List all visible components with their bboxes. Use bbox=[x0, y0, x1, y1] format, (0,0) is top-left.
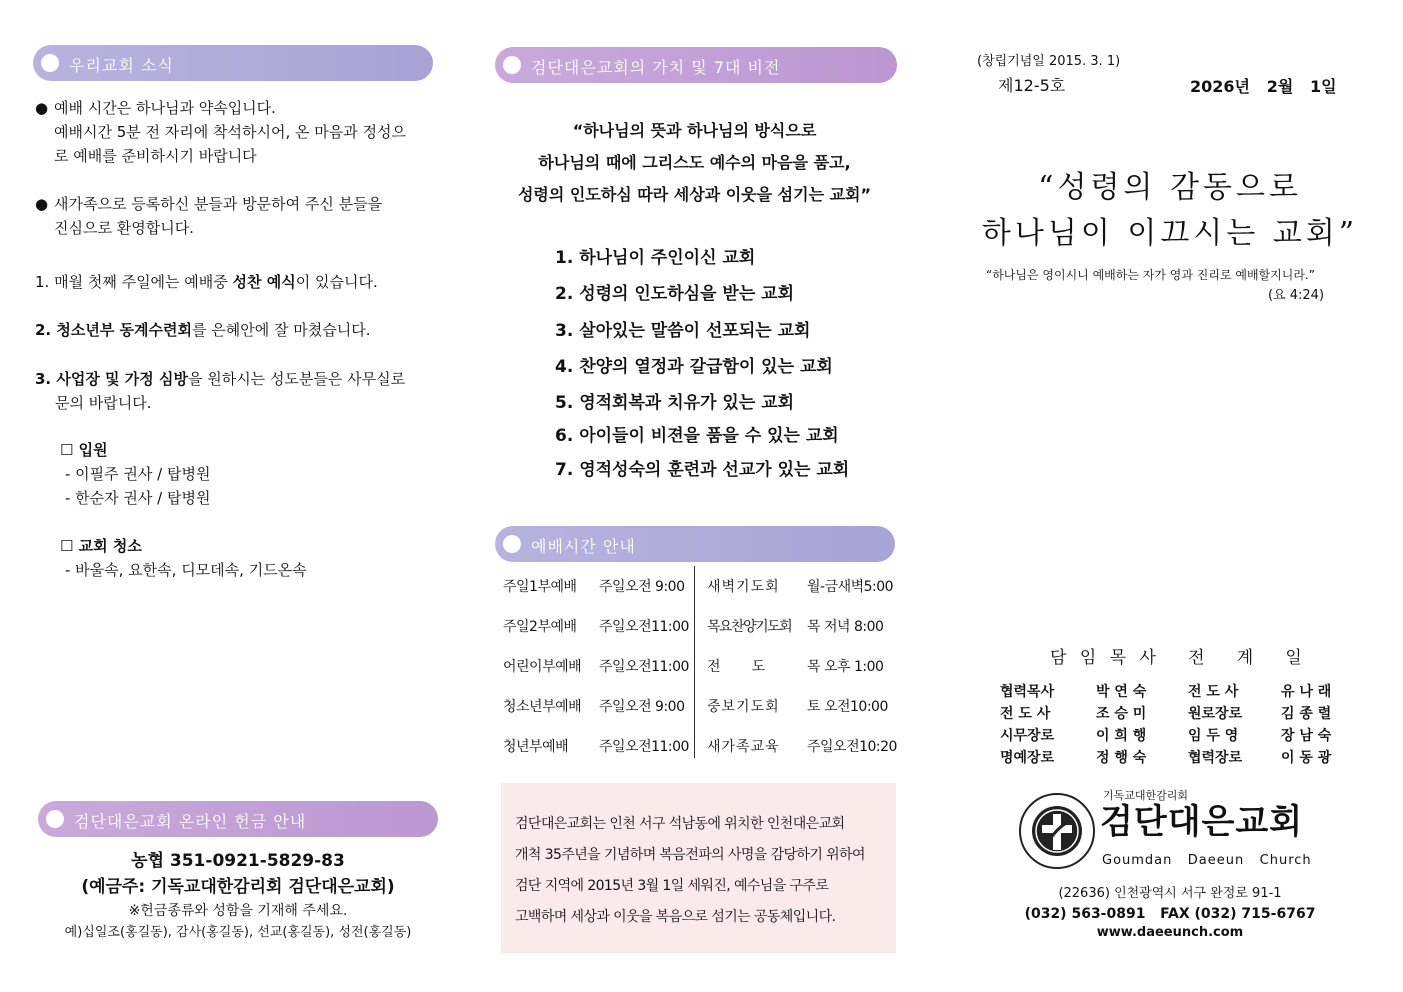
founding-date: (창립기념일 2015. 3. 1) bbox=[977, 54, 1121, 69]
issue-number: 제12-5호 bbox=[998, 76, 1066, 95]
vision-item: 1. 하나님이 주인이신 교회 bbox=[555, 248, 756, 268]
service-time: 주일오전11:00 bbox=[599, 739, 689, 755]
list-item: - 한순자 권사 / 탑병원 bbox=[65, 489, 211, 507]
staff-cell: 박 연 숙 bbox=[1096, 684, 1147, 700]
service-name: 중보기도회 bbox=[707, 699, 780, 715]
news-text: 이 있습니다. bbox=[295, 273, 378, 291]
staff-cell: 장 남 숙 bbox=[1281, 728, 1332, 744]
bible-verse: “하나님은 영이시니 예배하는 자가 영과 진리로 예배할지니라.” bbox=[986, 268, 1315, 282]
worship-header-label: 예배시간 안내 bbox=[531, 537, 636, 556]
service-time: 토 오전10:00 bbox=[807, 699, 888, 715]
news-text-bold: 2. 청소년부 동계수련회 bbox=[35, 321, 192, 339]
staff-cell: 전 도 사 bbox=[1000, 706, 1051, 722]
service-time: 목 저녁 8:00 bbox=[807, 619, 884, 635]
table-row bbox=[1000, 702, 1331, 724]
cleaning-title: ☐ 교회 청소 bbox=[60, 537, 142, 555]
admission-section bbox=[60, 438, 210, 510]
worship-schedule bbox=[503, 566, 897, 766]
staff-cell: 유 나 래 bbox=[1281, 684, 1332, 700]
table-row bbox=[1000, 724, 1331, 746]
staff-cell: 정 행 숙 bbox=[1096, 750, 1147, 766]
methodist-church-logo-icon bbox=[1018, 792, 1096, 870]
offering-header bbox=[38, 801, 438, 837]
service-name: 목요찬양기도회 bbox=[707, 619, 792, 635]
intro-line: 검단 지역에 2015년 3월 1일 세워진, 예수님을 구주로 bbox=[515, 878, 829, 894]
vision-item: 3. 살아있는 말씀이 선포되는 교회 bbox=[555, 321, 811, 341]
vision-item: 4. 찬양의 열정과 갈급함이 있는 교회 bbox=[555, 357, 833, 377]
service-time: 목 오후 1:00 bbox=[807, 659, 884, 675]
admission-title: ☐ 입원 bbox=[60, 441, 108, 459]
service-name: 새벽기도회 bbox=[707, 579, 780, 595]
table-row bbox=[503, 726, 897, 766]
news-text: 로 예배를 준비하시기 바랍니다 bbox=[54, 147, 257, 165]
church-phone: (032) 563-0891 FAX (032) 715-6767 bbox=[1024, 906, 1316, 922]
offering-info bbox=[38, 848, 438, 944]
staff-cell: 이 희 행 bbox=[1096, 728, 1147, 744]
senior-pastor: 담 임 목 사 전 계 일 bbox=[1050, 648, 1306, 668]
bullet-dot-icon bbox=[41, 54, 59, 72]
staff-cell: 협력장로 bbox=[1188, 750, 1243, 766]
staff-table bbox=[1000, 680, 1331, 768]
service-name: 전 도 bbox=[707, 659, 765, 675]
table-row bbox=[503, 606, 897, 646]
staff-cell: 김 종 렬 bbox=[1281, 706, 1332, 722]
news-text-bold: 성찬 예식 bbox=[232, 273, 296, 291]
service-time: 주일오전10:20 bbox=[807, 739, 897, 755]
news-header-label: 우리교회 소식 bbox=[69, 56, 174, 75]
news-text: 1. 매월 첫째 주일에는 예배중 bbox=[35, 273, 233, 291]
church-address: (22636) 인천광역시 서구 완정로 91-1 bbox=[1058, 886, 1282, 901]
filled-circle-icon: ● bbox=[35, 195, 49, 213]
bullet-dot-icon bbox=[503, 56, 521, 74]
service-name: 청년부예배 bbox=[503, 739, 569, 755]
intro-line: 개척 35주년을 기념하며 복음전파의 사명을 감당하기 위하여 bbox=[515, 847, 865, 863]
contact-info bbox=[1000, 884, 1340, 942]
vision-header-label: 검단대은교회의 가치 및 7대 비전 bbox=[531, 58, 781, 77]
staff-cell: 시무장로 bbox=[1000, 728, 1055, 744]
cleaning-section bbox=[60, 534, 307, 582]
staff-cell: 협력목사 bbox=[1000, 684, 1055, 700]
church-name-english: Goumdan Daeeun Church bbox=[1102, 853, 1312, 868]
cover-title-line: 하나님이 이끄시는 교회” bbox=[981, 216, 1359, 251]
offering-account: 농협 351-0921-5829-83 bbox=[131, 851, 345, 871]
cover-title bbox=[960, 165, 1380, 257]
service-name: 새가족교육 bbox=[707, 739, 780, 755]
bulletin-date: 2026년 2월 1일 bbox=[1190, 77, 1337, 96]
news-text: 진심으로 환영합니다. bbox=[54, 219, 194, 237]
denomination-label: 기독교대한감리회 bbox=[1103, 789, 1189, 802]
table-row bbox=[503, 566, 897, 606]
offering-note: ※헌금종류와 성함을 기재해 주세요. bbox=[128, 903, 348, 919]
worship-header bbox=[495, 526, 895, 562]
news-item-3 bbox=[35, 367, 405, 415]
service-name: 청소년부예배 bbox=[503, 699, 582, 715]
intro-line: 검단대은교회는 인천 서구 석남동에 위치한 인천대은교회 bbox=[515, 816, 845, 832]
news-text: 예배 시간은 하나님과 약속입니다. bbox=[54, 99, 276, 117]
cover-title-line: “성령의 감동으로 bbox=[1038, 170, 1302, 205]
news-text-bold: 3. 사업장 및 가정 심방 bbox=[35, 370, 188, 388]
service-time: 주일오전 9:00 bbox=[599, 699, 685, 715]
quote-line: 성령의 인도하심 따라 세상과 이웃을 섬기는 교회” bbox=[517, 185, 872, 204]
service-name: 주일1부예배 bbox=[503, 579, 577, 595]
news-header bbox=[33, 45, 433, 81]
church-intro-box bbox=[501, 783, 896, 953]
offering-holder: (예금주: 기독교대한감리회 검단대은교회) bbox=[81, 877, 395, 897]
table-row bbox=[503, 646, 897, 686]
news-text: 문의 바랍니다. bbox=[55, 394, 152, 412]
news-text: 새가족으로 등록하신 분들과 방문하여 주신 분들을 bbox=[54, 195, 383, 213]
list-item: - 바울속, 요한속, 디모데속, 기드온속 bbox=[65, 561, 307, 579]
vision-header bbox=[495, 47, 897, 83]
table-row bbox=[1000, 746, 1331, 768]
staff-cell: 명예장로 bbox=[1000, 750, 1055, 766]
news-bullet-1 bbox=[35, 96, 445, 168]
service-time: 주일오전11:00 bbox=[599, 619, 689, 635]
service-time: 주일오전 9:00 bbox=[599, 579, 685, 595]
service-time: 주일오전11:00 bbox=[599, 659, 689, 675]
list-item: - 이필주 권사 / 탑병원 bbox=[65, 465, 211, 483]
verse-reference: (요 4:24) bbox=[1268, 288, 1325, 303]
service-name: 어린이부예배 bbox=[503, 659, 582, 675]
vision-item: 5. 영적회복과 치유가 있는 교회 bbox=[555, 393, 795, 413]
filled-circle-icon: ● bbox=[35, 99, 49, 117]
news-item-1 bbox=[35, 270, 378, 294]
table-row bbox=[1000, 680, 1331, 702]
staff-cell: 조 승 미 bbox=[1096, 706, 1147, 722]
service-name: 주일2부예배 bbox=[503, 619, 577, 635]
staff-cell: 전 도 사 bbox=[1188, 684, 1239, 700]
staff-cell: 이 동 광 bbox=[1281, 750, 1332, 766]
service-time: 월-금새벽5:00 bbox=[807, 579, 894, 595]
vision-quote bbox=[482, 115, 907, 211]
vision-item: 6. 아이들이 비젼을 품을 수 있는 교회 bbox=[555, 426, 839, 446]
vision-item: 7. 영적성숙의 훈련과 선교가 있는 교회 bbox=[555, 460, 850, 480]
bullet-dot-icon bbox=[46, 810, 64, 828]
news-text: 예배시간 5분 전 자리에 착석하시어, 온 마음과 정성으 bbox=[54, 123, 406, 141]
news-bullet-2 bbox=[35, 192, 445, 240]
intro-line: 고백하며 세상과 이웃을 복음으로 섬기는 공동체입니다. bbox=[515, 909, 836, 925]
church-website: www.daeeunch.com bbox=[1096, 925, 1244, 940]
vision-item: 2. 성령의 인도하심을 받는 교회 bbox=[555, 284, 795, 304]
offering-example: 예)십일조(홍길동), 감사(홍길동), 선교(홍길동), 성전(홍길동) bbox=[64, 925, 412, 940]
church-name-logo: 검단대은교회 bbox=[1100, 802, 1304, 842]
news-text: 를 은혜안에 잘 마쳤습니다. bbox=[192, 321, 371, 339]
news-item-2 bbox=[35, 318, 370, 342]
table-row bbox=[503, 686, 897, 726]
news-text: 을 원하시는 성도분들은 사무실로 bbox=[187, 370, 406, 388]
staff-cell: 원로장로 bbox=[1188, 706, 1243, 722]
quote-line: 하나님의 때에 그리스도 예수의 마음을 품고, bbox=[538, 153, 851, 172]
bullet-dot-icon bbox=[503, 535, 521, 553]
quote-line: “하나님의 뜻과 하나님의 방식으로 bbox=[572, 121, 817, 140]
offering-header-label: 검단대은교회 온라인 헌금 안내 bbox=[74, 812, 307, 831]
staff-cell: 임 두 영 bbox=[1188, 728, 1239, 744]
